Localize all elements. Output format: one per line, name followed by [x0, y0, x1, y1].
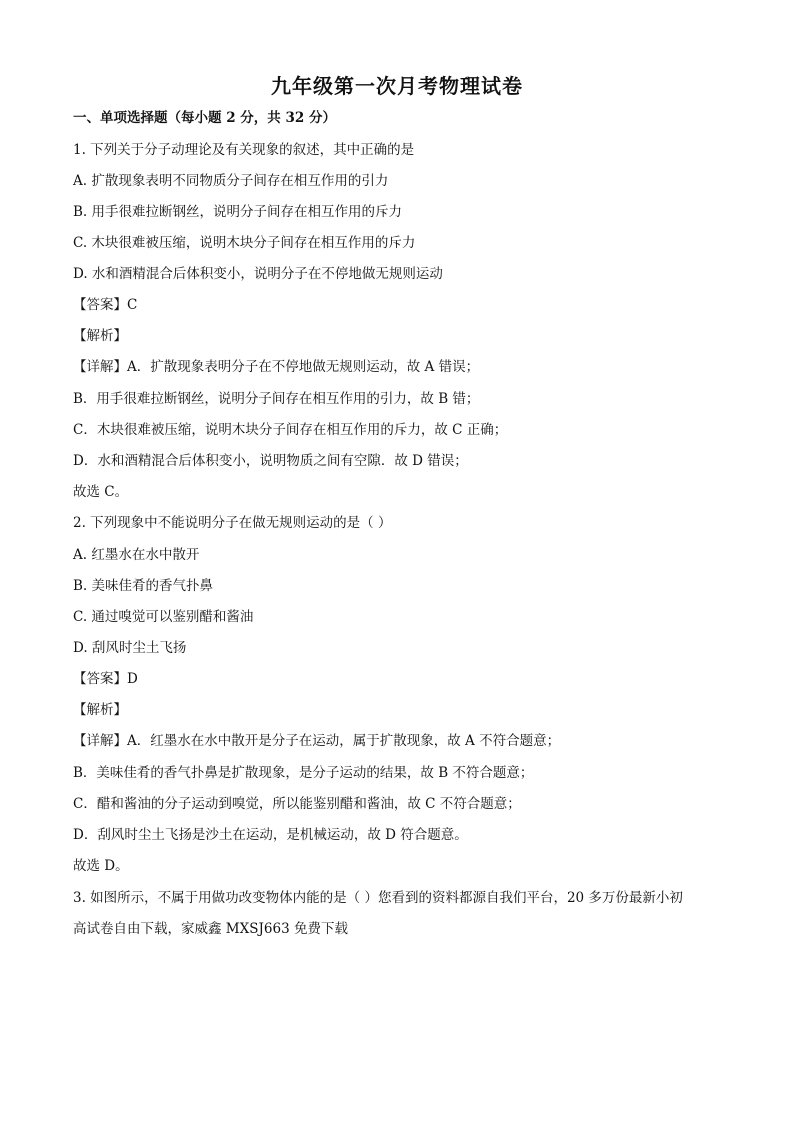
question-2-option-c: C. 通过嗅觉可以鉴别醋和酱油 — [73, 609, 254, 625]
question-1-stem: 1. 下列关于分子动理论及有关现象的叙述，其中正确的是 — [73, 142, 415, 158]
question-2-stem: 2. 下列现象中不能说明分子在做无规则运动的是（ ） — [73, 515, 392, 531]
question-1-analysis-label: 【解析】 — [73, 328, 127, 344]
question-1-answer: 【答案】C — [73, 297, 138, 313]
page-title: 九年级第一次月考物理试卷 — [271, 74, 523, 98]
question-1-option-b: B. 用手很难拉断钢丝，说明分子间存在相互作用的斥力 — [73, 204, 403, 220]
question-2-answer: 【答案】D — [73, 671, 138, 687]
section-heading: 一、单项选择题（每小题 2 分，共 32 分） — [73, 110, 336, 126]
question-2-detail-a: 【详解】A．红墨水在水中散开是分子在运动，属于扩散现象，故 A 不符合题意； — [73, 733, 561, 749]
question-1-conclusion: 故选 C。 — [73, 484, 129, 500]
question-1-option-c: C. 木块很难被压缩，说明木块分子间存在相互作用的斥力 — [73, 235, 416, 251]
question-2-detail-c: C．醋和酱油的分子运动到嗅觉，所以能鉴别醋和酱油，故 C 不符合题意； — [73, 796, 521, 812]
question-2-detail-b: B．美味佳肴的香气扑鼻是扩散现象，是分子运动的结果，故 B 不符合题意； — [73, 765, 534, 781]
question-1-detail-d: D．水和酒精混合后体积变小，说明物质之间有空隙．故 D 错误； — [73, 453, 468, 469]
question-1-option-d: D. 水和酒精混合后体积变小，说明分子在不停地做无规则运动 — [73, 266, 443, 282]
question-2-option-a: A. 红墨水在水中散开 — [73, 547, 200, 563]
question-3-stem: 3. 如图所示，不属于用做功改变物体内能的是（ ）您看到的资料都源自我们平台，20 多万份最新小初 — [73, 890, 683, 906]
question-2-analysis-label: 【解析】 — [73, 702, 127, 718]
question-2-conclusion: 故选 D。 — [73, 858, 129, 874]
question-2-option-d: D. 刮风时尘土飞扬 — [73, 640, 187, 656]
question-2-option-b: B. 美味佳肴的香气扑鼻 — [73, 578, 214, 594]
question-1-detail-c: C．木块很难被压缩，说明木块分子间存在相互作用的斥力，故 C 正确； — [73, 422, 508, 438]
question-1-detail-a: 【详解】A．扩散现象表明分子在不停地做无规则运动，故 A 错误； — [73, 359, 480, 375]
question-3-stem-continued: 高试卷自由下载，家威鑫 MXSJ663 免费下载 — [73, 921, 348, 937]
question-2-detail-d: D．刮风时尘土飞扬是沙土在运动，是机械运动，故 D 符合题意。 — [73, 827, 468, 843]
question-1-option-a: A. 扩散现象表明不同物质分子间存在相互作用的引力 — [73, 173, 389, 189]
question-1-detail-b: B．用手很难拉断钢丝，说明分子间存在相互作用的引力，故 B 错； — [73, 391, 480, 407]
